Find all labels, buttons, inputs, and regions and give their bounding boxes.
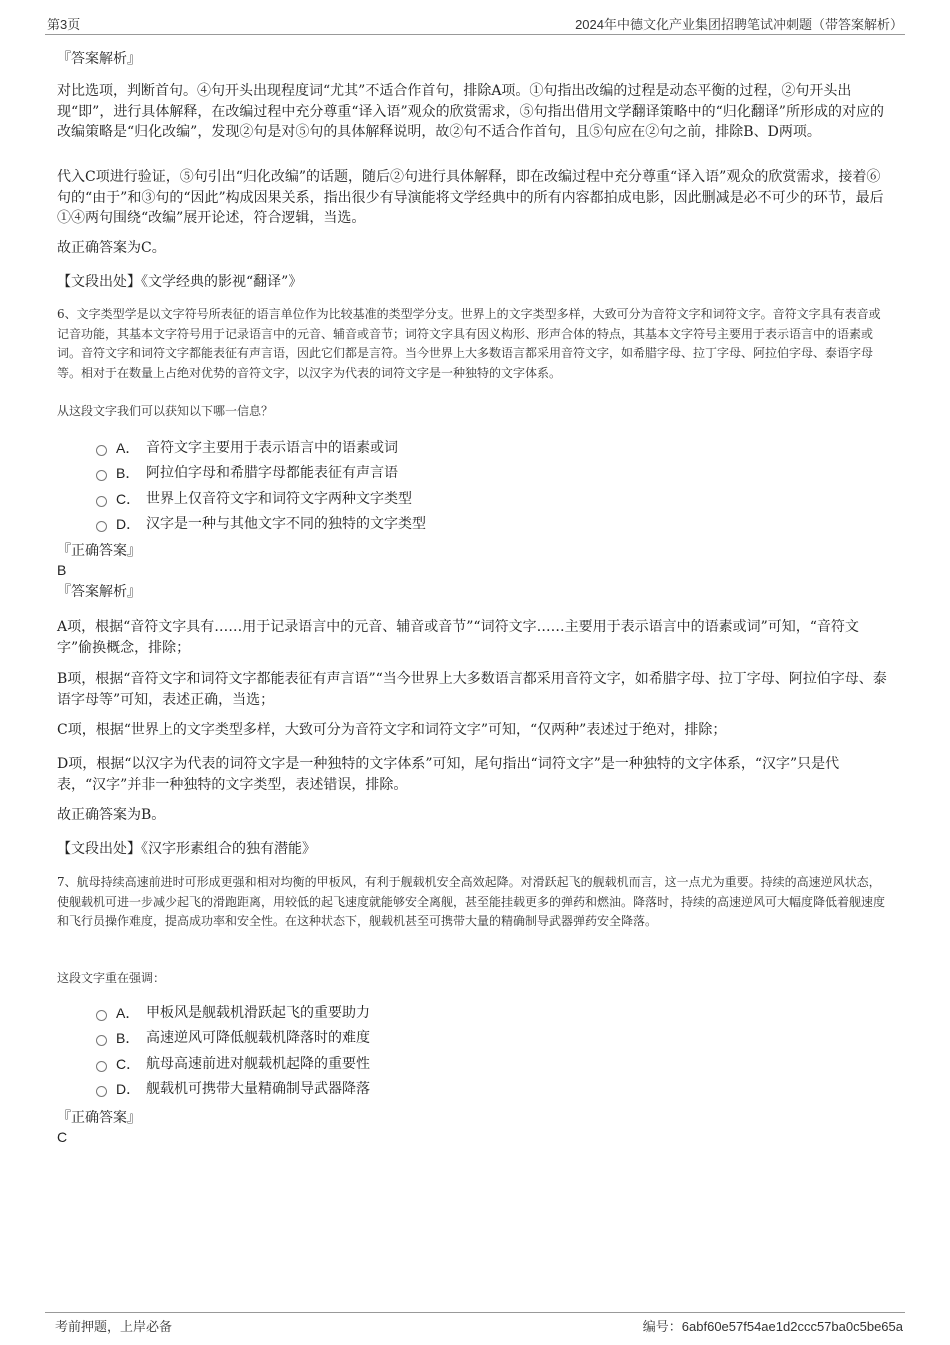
radio-button[interactable] [96, 1086, 107, 1097]
option-text: 舰载机可携带大量精确制导武器降落 [146, 1081, 370, 1097]
q7-stem: 7、航母持续高速前进时可形成更强和相对均衡的甲板风，有利于舰载机安全高效起降。对滑跃起飞的舰载机而言，这一点尤为重要。持续的高速逆风状态，使舰载机可进一步减少起飞的滑跑距离，用较低的起飞速度就能够安全离舰，甚至能挂载更多的弹药和燃油。降落时，持续的高速逆风可大幅度降低着舰速度和飞行员操作难度，提高成功率和安全性。在这种状态下，舰载机甚至可携带大量的精确制导武器弹药安全降落。 [57, 875, 886, 928]
q5-conclusion: 故正确答案为C。 [57, 240, 166, 256]
option-text: 音符文字主要用于表示语言中的语素或词 [146, 440, 398, 456]
q5-analysis-para-2: 代入C项进行验证，⑤句引出“归化改编”的话题，随后②句进行具体解释，即在改编过程中充分尊重“译入语”观众的欣赏需求，接着⑥句的“由于”和③句的“因此”构成因果关系，指出很少有导演能将文学经典中的所有内容都拍成电影，因此删减是必不可少的环节，最后①④两句围绕“改编”展开论述，符合逻辑，当选。 [57, 169, 884, 226]
option-text: 阿拉伯字母和希腊字母都能表征有声言语 [146, 465, 398, 481]
q6-analysis-b: B项，根据“音符文字和词符文字都能表征有声言语”“当今世界上大多数语言都采用音符文字，如希腊字母、拉丁字母、阿拉伯字母、泰语字母等”可知，表述正确，当选； [57, 671, 887, 708]
q5-source: 【文段出处】《文学经典的影视“翻译”》 [57, 274, 303, 290]
radio-button[interactable] [96, 496, 107, 507]
footer-note: 考前押题，上岸必备 [55, 1319, 173, 1334]
q6-conclusion: 故正确答案为B。 [57, 807, 166, 823]
q6-analysis-d: D项，根据“以汉字为代表的词符文字是一种独特的文字体系”可知，尾句指出“词符文字”是一种独特的文字体系，“汉字”只是代表，“汉字”并非一种独特的文字类型，表述错误，排除。 [57, 756, 840, 793]
page-header [45, 10, 905, 35]
q6-question: 从这段文字我们可以获知以下哪一信息？ [57, 404, 274, 418]
option-letter: B． [116, 1030, 140, 1046]
option-text: 高速逆风可降低舰载机降落时的难度 [146, 1030, 370, 1046]
q7-option-c[interactable] [96, 1053, 370, 1075]
q6-analysis-c: C项，根据“世界上的文字类型多样，大致可分为音符文字和词符文字”可知，“仅两种”表述过于绝对，排除； [57, 722, 727, 738]
q5-analysis-label: 『答案解析』 [57, 51, 141, 67]
q6-option-b[interactable] [96, 462, 398, 484]
option-letter: C． [116, 491, 141, 507]
option-text: 世界上仅音符文字和词符文字两种文字类型 [146, 491, 412, 507]
q7-answer: C [57, 1129, 68, 1145]
option-letter: B． [116, 465, 140, 481]
option-letter: C． [116, 1056, 141, 1072]
option-letter: A． [116, 440, 140, 456]
document-title: 2024年中德文化产业集团招聘笔试冲刺题（带答案解析） [575, 17, 903, 32]
q7-question: 这段文字重在强调： [57, 971, 166, 985]
radio-button[interactable] [96, 1061, 107, 1072]
q7-option-d[interactable] [96, 1078, 370, 1100]
option-letter: A． [116, 1005, 140, 1021]
option-text: 航母高速前进对舰载机起降的重要性 [146, 1056, 370, 1072]
q6-option-a[interactable] [96, 437, 398, 459]
q6-correct-label: 『正确答案』 [57, 543, 141, 559]
radio-button[interactable] [96, 521, 107, 532]
q6-option-c[interactable] [96, 488, 412, 510]
page-number: 第3页 [47, 17, 81, 32]
radio-button[interactable] [96, 1035, 107, 1046]
page-footer [45, 1312, 905, 1341]
document-code: 编号：6abf60e57f54ae1d2ccc57ba0c5be65a [642, 1319, 903, 1334]
q6-analysis-a: A项，根据“音符文字具有……用于记录语言中的元音、辅音或音节”“词符文字……主要用于表示语言中的语素或词”可知，“音符文字”偷换概念，排除； [57, 619, 859, 656]
q7-option-b[interactable] [96, 1027, 370, 1049]
q7-option-a[interactable] [96, 1002, 370, 1024]
q6-answer: B [57, 562, 67, 578]
q7-correct-label: 『正确答案』 [57, 1110, 141, 1126]
q6-stem: 6、文字类型学是以文字符号所表征的语言单位作为比较基准的类型学分支。世界上的文字类型多样，大致可分为音符文字和词符文字。音符文字具有表音或记音功能，其基本文字符号用于记录语言中的元音、辅音或音节；词符文字具有因义构形、形声合体的特点，其基本文字符号主要用于表示语言中的语素或词。音符文字和词符文字都能表征有声言语，因此它们都是言符。当今世界上大多数语言都采用音符文字，如希腊字母、拉丁字母、阿拉伯字母、泰语字母等。相对于在数量上占绝对优势的音符文字，以汉字为代表的词符文字是一种独特的文字体系。 [57, 307, 881, 380]
radio-button[interactable] [96, 1010, 107, 1021]
option-text: 汉字是一种与其他文字不同的独特的文字类型 [146, 516, 426, 532]
radio-button[interactable] [96, 470, 107, 481]
q6-option-d[interactable] [96, 513, 426, 535]
q6-analysis-label: 『答案解析』 [57, 584, 141, 600]
option-letter: D． [116, 516, 141, 532]
option-letter: D． [116, 1081, 141, 1097]
option-text: 甲板风是舰载机滑跃起飞的重要助力 [146, 1005, 370, 1021]
q5-analysis-para-1: 对比选项，判断首句。④句开头出现程度词“尤其”不适合作首句，排除A项。①句指出改编的过程是动态平衡的过程，②句开头出现“即”，进行具体解释，在改编过程中充分尊重“译入语”观众的欣赏需求，⑤句指出借用文学翻译策略中的“归化翻译”所形成的对应的改编策略是“归化改编”，发现②句是对⑤句的具体解释说明，故②句不适合作首句，且⑤句应在②句之前，排除B、D两项。 [57, 83, 884, 140]
radio-button[interactable] [96, 445, 107, 456]
q6-source: 【文段出处】《汉字形素组合的独有潜能》 [57, 841, 316, 857]
